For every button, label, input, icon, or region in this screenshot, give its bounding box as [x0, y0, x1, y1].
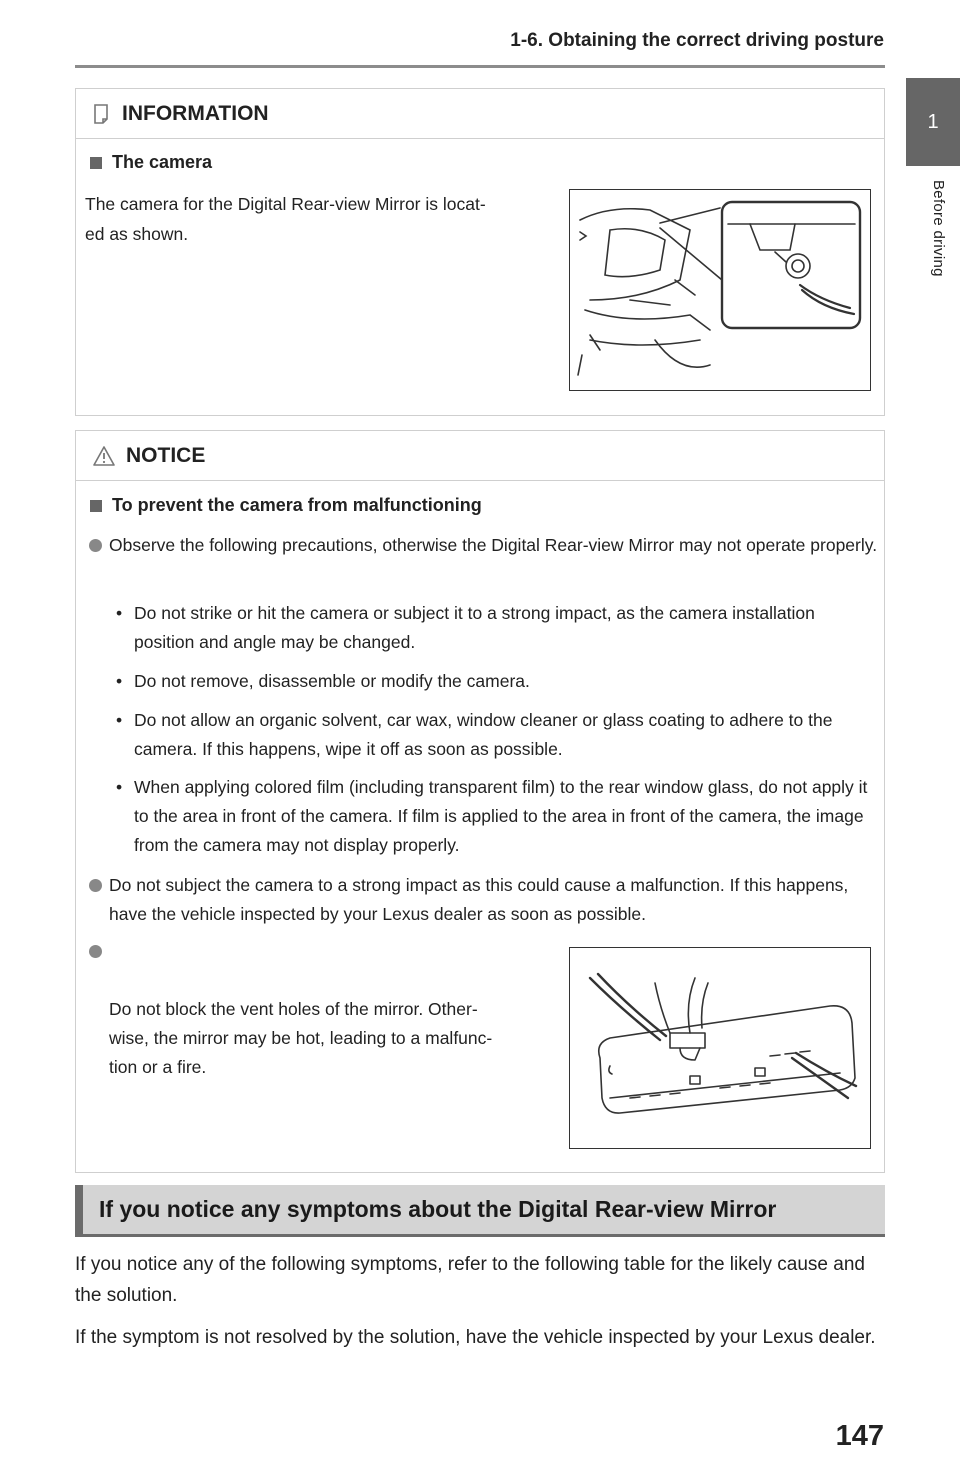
- information-text: The camera for the Digital Rear-view Mirror is locat- ed as shown.: [85, 194, 486, 244]
- notice-sub-bullet-text: When applying colored film (including transparent film) to the rear window glass, do not apply it to the area in front of the camera. If film is applied to the area in front of the camera, the image from the camera may not display properly.: [134, 777, 868, 855]
- square-bullet-icon: [90, 500, 102, 512]
- camera-location-figure: [569, 189, 871, 391]
- dot-bullet-icon: •: [116, 710, 123, 730]
- header-rule: [75, 65, 885, 68]
- square-bullet-icon: [90, 157, 102, 169]
- notice-subheading: [90, 495, 482, 516]
- notice-sub-bullet: [116, 706, 876, 764]
- notice-sub-bullet: [116, 599, 876, 657]
- notice-bullet: [89, 937, 559, 1082]
- information-title: INFORMATION: [122, 101, 269, 125]
- notice-title: NOTICE: [126, 443, 206, 467]
- notice-bullet-text: Do not block the vent holes of the mirror. Other- wise, the mirror may be hot, leading to a malfunc- tion or a fire.: [109, 999, 493, 1077]
- mirror-vent-figure: [569, 947, 871, 1149]
- notice-subheading-text: To prevent the camera from malfunctioning: [112, 495, 482, 515]
- chapter-tab: [906, 78, 960, 166]
- information-subheading-text: The camera: [112, 152, 213, 172]
- notice-sub-bullet-text: Do not strike or hit the camera or subject it to a strong impact, as the camera installation position and angle may be changed.: [134, 603, 815, 652]
- notice-box: [75, 430, 885, 1173]
- round-bullet-icon: [89, 539, 102, 552]
- notice-sub-bullet-text: Do not remove, disassemble or modify the camera.: [134, 671, 530, 691]
- section-paragraph: If the symptom is not resolved by the solution, have the vehicle inspected by your Lexus dealer.: [75, 1327, 876, 1348]
- warning-triangle-icon: [92, 445, 116, 467]
- notice-box-header: [76, 431, 884, 481]
- note-icon: [92, 102, 112, 126]
- chapter-label: Before driving: [930, 180, 947, 277]
- rear-view-mirror-illustration: [570, 948, 869, 1147]
- dot-bullet-icon: •: [116, 603, 123, 623]
- page-number: 147: [835, 1420, 884, 1452]
- information-box: [75, 88, 885, 416]
- information-subheading: [90, 152, 212, 173]
- round-bullet-icon: [89, 879, 102, 892]
- notice-bullet: [89, 871, 879, 929]
- dot-bullet-icon: •: [116, 777, 123, 797]
- notice-sub-bullet: [116, 667, 876, 696]
- page-header-title: 1-6. Obtaining the correct driving posture: [510, 30, 884, 51]
- information-box-header: [76, 89, 884, 139]
- notice-sub-bullet: [116, 773, 876, 860]
- dot-bullet-icon: •: [116, 671, 123, 691]
- chapter-number: 1: [927, 110, 939, 133]
- section-heading: If you notice any symptoms about the Digital Rear-view Mirror: [75, 1185, 885, 1237]
- notice-bullet-text: Do not subject the camera to a strong impact as this could cause a malfunction. If this happens, have the vehicle inspected by your Lexus dealer as soon as possible.: [109, 875, 849, 924]
- round-bullet-icon: [89, 945, 102, 958]
- car-rear-camera-illustration: [570, 190, 869, 389]
- notice-bullet: [89, 531, 879, 560]
- section-paragraph: If you notice any of the following symptoms, refer to the following table for the likely cause and the solution.: [75, 1254, 865, 1306]
- notice-bullet-text: Observe the following precautions, otherwise the Digital Rear-view Mirror may not operate properly.: [109, 535, 878, 555]
- notice-sub-bullet-text: Do not allow an organic solvent, car wax, window cleaner or glass coating to adhere to the camera. If this happens, wipe it off as soon as possible.: [134, 710, 833, 759]
